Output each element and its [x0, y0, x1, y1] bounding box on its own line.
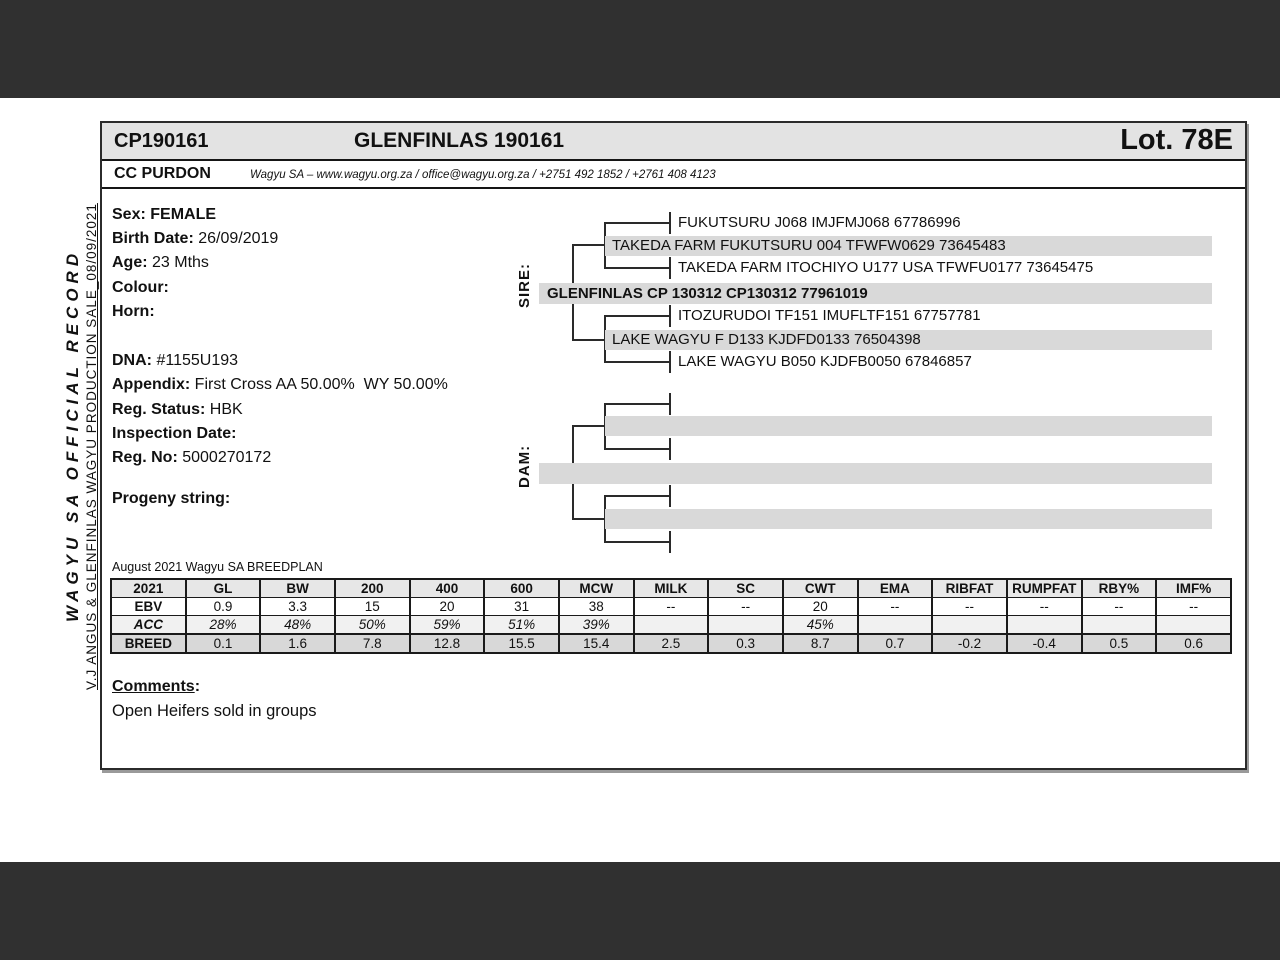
dam-subject-bar [539, 463, 1212, 484]
acc-cell: 50% [335, 616, 410, 635]
detail-value: #1155U193 [156, 352, 239, 369]
sire-gp1-name: FUKUTSURU J068 IMJFMJ068 67786996 [678, 214, 961, 231]
ebv-cell: -- [1082, 598, 1157, 616]
col-gl: GL [186, 579, 261, 598]
breeder-name: CC PURDON [114, 165, 211, 182]
dam-tick [669, 485, 671, 507]
col-600: 600 [484, 579, 559, 598]
breed-cell: 15.4 [559, 634, 634, 653]
detail-dna [112, 352, 238, 370]
sire-tick [669, 257, 671, 279]
col-imf: IMF% [1156, 579, 1231, 598]
breed-cell: -0.4 [1007, 634, 1082, 653]
detail-value: First Cross AA 50.00% WY 50.00% [194, 376, 448, 393]
sire-name: GLENFINLAS CP 130312 CP130312 77961019 [547, 285, 868, 302]
breed-cell: 0.1 [186, 634, 261, 653]
acc-cell [1156, 616, 1231, 635]
col-rumpfat: RUMPFAT [1007, 579, 1082, 598]
breedplan-table [110, 578, 1232, 654]
detail-label: Horn: [112, 303, 155, 320]
acc-cell: 45% [783, 616, 858, 635]
sire-bracket-stub [604, 315, 671, 317]
detail-reg-no [112, 449, 271, 467]
detail-inspection-date [112, 425, 236, 443]
record-card [100, 121, 1247, 770]
col-sc: SC [708, 579, 783, 598]
row-label-breed: BREED [111, 634, 186, 653]
animal-name: GLENFINLAS 190161 [354, 129, 565, 152]
col-400: 400 [410, 579, 485, 598]
sire-gp2-name: TAKEDA FARM ITOCHIYO U177 USA TFWFU0177 73645475 [678, 259, 1094, 276]
sire-label: SIRE: [516, 262, 533, 308]
col-200: 200 [335, 579, 410, 598]
ebv-cell: 38 [559, 598, 634, 616]
ebv-cell: -- [708, 598, 783, 616]
row-label-ebv: EBV [111, 598, 186, 616]
ebv-cell: -- [932, 598, 1007, 616]
detail-progeny-string [112, 490, 230, 508]
sire-tick [669, 212, 671, 234]
breed-cell: 7.8 [335, 634, 410, 653]
detail-label: Appendix: [112, 376, 191, 393]
dam-bracket-stub [604, 495, 671, 497]
lot-number: Lot. 78E [1120, 124, 1233, 156]
top-band [0, 0, 1280, 98]
ebv-cell: -- [1156, 598, 1231, 616]
col-milk: MILK [634, 579, 709, 598]
dam-tick [669, 531, 671, 553]
side-label-sale-info: V.J ANGUS & GLENFINLAS WAGYU PRODUCTION SALE_08/09/2021 [84, 203, 99, 690]
sire-tick [669, 351, 671, 373]
comments-title: Comments [112, 678, 195, 695]
acc-cell [1007, 616, 1082, 635]
sire-tick [669, 305, 671, 327]
dam-tick [669, 438, 671, 460]
detail-label: Inspection Date: [112, 425, 237, 442]
breed-cell: 1.6 [260, 634, 335, 653]
breed-cell: 0.5 [1082, 634, 1157, 653]
acc-cell: 51% [484, 616, 559, 635]
ebv-cell: 0.9 [186, 598, 261, 616]
ebv-cell: -- [858, 598, 933, 616]
comments-text: Open Heifers sold in groups [112, 702, 317, 720]
sire-bracket-stub [604, 222, 671, 224]
breed-cell: 12.8 [410, 634, 485, 653]
sire-gp3-name: ITOZURUDOI TF151 IMUFLTF151 67757781 [678, 307, 981, 324]
row-label-acc: ACC [111, 616, 186, 635]
breed-row [111, 634, 1231, 653]
society-contact: Wagyu SA – www.wagyu.org.za / office@wagyu.org.za / +2751 492 1852 / +2761 408 4123 [250, 169, 716, 181]
detail-value: 26/09/2019 [198, 230, 279, 247]
detail-horn [112, 303, 155, 321]
col-year: 2021 [111, 579, 186, 598]
breed-cell: -0.2 [932, 634, 1007, 653]
col-bw: BW [260, 579, 335, 598]
detail-age [112, 254, 209, 272]
detail-appendix [112, 376, 448, 394]
ebv-cell: -- [1007, 598, 1082, 616]
sire-bracket-stub [572, 339, 606, 341]
dam-bracket-stub [604, 541, 671, 543]
dam-tick [669, 393, 671, 415]
ebv-cell: 20 [783, 598, 858, 616]
dam-parent1-bar [605, 416, 1212, 436]
col-ribfat: RIBFAT [932, 579, 1007, 598]
detail-value: HBK [209, 401, 243, 418]
dam-bracket-stub [572, 518, 606, 520]
breed-cell: 15.5 [484, 634, 559, 653]
ebv-row [111, 598, 1231, 616]
acc-cell [858, 616, 933, 635]
detail-value: 23 Mths [152, 254, 209, 271]
detail-value: 5000270172 [182, 449, 272, 466]
detail-label: Reg. No: [112, 449, 178, 466]
sire-parent1-name: TAKEDA FARM FUKUTSURU 004 TFWFW0629 73645483 [612, 237, 1006, 254]
sire-bracket-stub [572, 244, 606, 246]
detail-label: Sex: [112, 206, 146, 223]
detail-label: DNA: [112, 352, 152, 369]
sire-bracket-stub [604, 361, 671, 363]
bottom-band [0, 862, 1280, 960]
col-ema: EMA [858, 579, 933, 598]
col-mcw: MCW [559, 579, 634, 598]
detail-birth-date [112, 230, 278, 248]
dam-label: DAM: [516, 444, 533, 488]
breed-cell: 2.5 [634, 634, 709, 653]
comments-heading [112, 678, 200, 696]
acc-cell: 59% [410, 616, 485, 635]
sire-bracket-stub [604, 267, 671, 269]
detail-colour [112, 279, 169, 297]
acc-cell [708, 616, 783, 635]
ebv-cell: 31 [484, 598, 559, 616]
breed-cell: 0.6 [1156, 634, 1231, 653]
acc-cell [932, 616, 1007, 635]
detail-label: Reg. Status: [112, 401, 206, 418]
detail-label: Birth Date: [112, 230, 194, 247]
col-cwt: CWT [783, 579, 858, 598]
dam-bracket-stub [604, 448, 671, 450]
ebv-cell: 20 [410, 598, 485, 616]
ebv-cell: -- [634, 598, 709, 616]
breed-cell: 0.3 [708, 634, 783, 653]
detail-label: Age: [112, 254, 148, 271]
detail-label: Colour: [112, 279, 169, 296]
acc-cell [1082, 616, 1157, 635]
acc-cell [634, 616, 709, 635]
table-header-row [111, 579, 1231, 598]
animal-id: CP190161 [114, 130, 209, 152]
table-caption: August 2021 Wagyu SA BREEDPLAN [112, 560, 323, 574]
acc-row [111, 616, 1231, 635]
col-rby: RBY% [1082, 579, 1157, 598]
ebv-cell: 3.3 [260, 598, 335, 616]
acc-cell: 39% [559, 616, 634, 635]
detail-label: Progeny string: [112, 490, 231, 507]
ebv-cell: 15 [335, 598, 410, 616]
dam-bracket-stub [604, 403, 671, 405]
dam-parent2-bar [605, 509, 1212, 529]
sire-gp4-name: LAKE WAGYU B050 KJDFB0050 67846857 [678, 353, 972, 370]
comments-colon: : [194, 678, 201, 695]
card-header [102, 123, 1245, 161]
detail-value: FEMALE [150, 206, 217, 223]
breed-cell: 0.7 [858, 634, 933, 653]
card-subheader [102, 161, 1245, 189]
detail-reg-status [112, 401, 243, 419]
acc-cell: 28% [186, 616, 261, 635]
sire-parent2-name: LAKE WAGYU F D133 KJDFD0133 76504398 [612, 331, 921, 348]
side-label-official-record: WAGYU SA OFFICIAL RECORD [63, 248, 82, 622]
acc-cell: 48% [260, 616, 335, 635]
breed-cell: 8.7 [783, 634, 858, 653]
dam-bracket-stub [572, 425, 606, 427]
detail-sex [112, 206, 216, 224]
